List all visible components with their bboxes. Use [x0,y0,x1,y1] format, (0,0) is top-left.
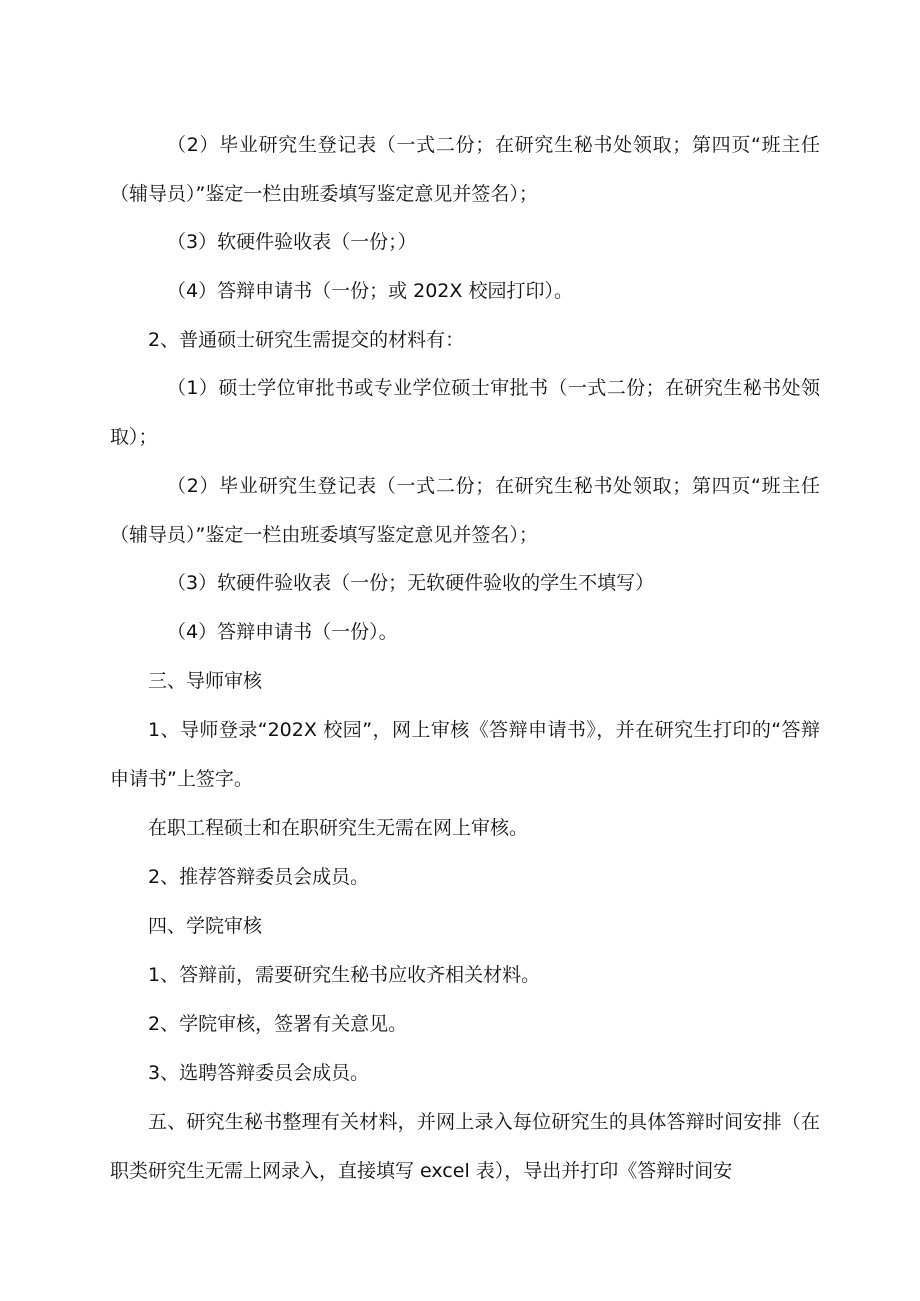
paragraph: 1、导师登录“202X 校园”，网上审核《答辩申请书》，并在研究生打印的“答辩申请书”上签字。 [110,719,820,790]
section-heading: 三、导师审核 [148,670,263,692]
paragraph: （4）答辩申请书（一份）。 [167,621,398,643]
paragraph: （2）毕业研究生登记表（一式二份；在研究生秘书处领取；第四页“班主任（辅导员）”鉴定一栏由班委填写鉴定意见并签名）； [110,475,820,546]
paragraph: 在职工程硕士和在职研究生无需在网上审核。 [148,817,529,839]
paragraph: 2、普通硕士研究生需提交的材料有： [148,329,465,351]
paragraph: （3）软硬件验收表（一份；） [167,231,417,253]
paragraph: 2、学院审核，签署有关意见。 [148,1013,408,1035]
paragraph: 2、推荐答辩委员会成员。 [148,866,370,888]
paragraph: （1）硕士学位审批书或专业学位硕士审批书（一式二份；在研究生秘书处领取）； [110,377,820,448]
paragraph: （4）答辩申请书（一份；或 202X 校园打印）。 [167,280,573,302]
section-heading: 四、学院审核 [148,915,263,937]
paragraph: （3）软硬件验收表（一份；无软硬件验收的学生不填写） [167,572,655,594]
paragraph: 1、答辩前，需要研究生秘书应收齐相关材料。 [148,964,541,986]
paragraph: 五、研究生秘书整理有关材料，并网上录入每位研究生的具体答辩时间安排（在职类研究生无需上网录入，直接填写 excel 表），导出并打印《答辩时间安 [110,1111,820,1182]
paragraph: （2）毕业研究生登记表（一式二份；在研究生秘书处领取；第四页“班主任（辅导员）”鉴定一栏由班委填写鉴定意见并签名）； [110,134,820,205]
paragraph: 3、选聘答辩委员会成员。 [148,1062,370,1084]
